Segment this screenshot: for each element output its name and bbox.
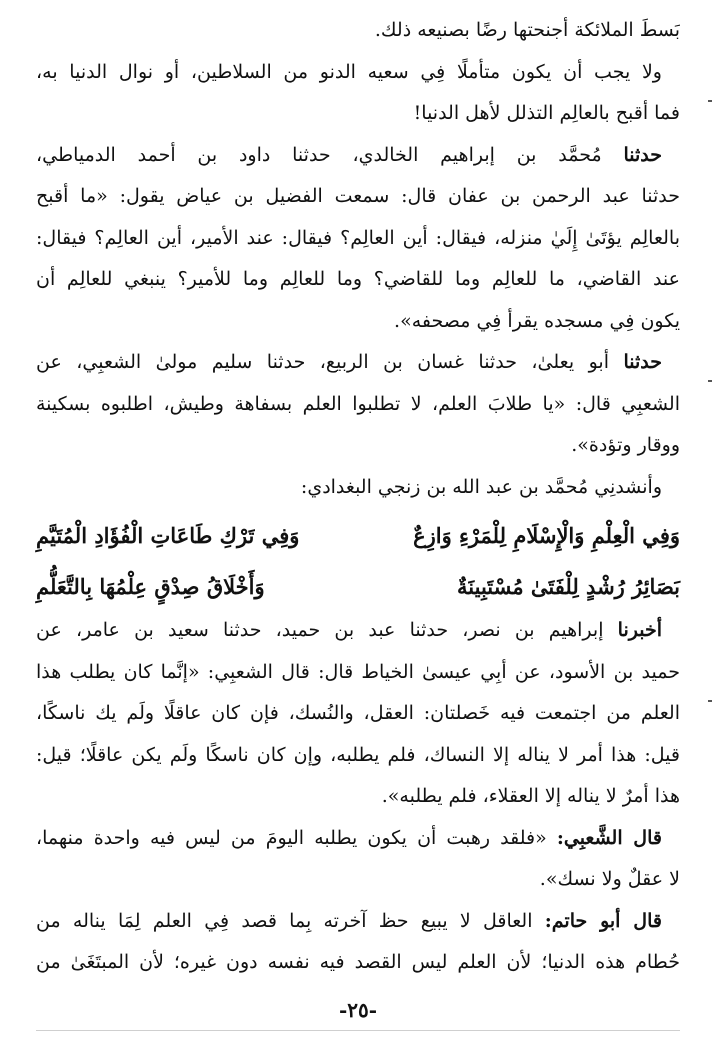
- lead-word: أخبرنا: [617, 619, 662, 641]
- text-line: بَسطَ الملائكة أجنحتها رضًا بصنيعه ذلك.: [374, 19, 680, 41]
- text-line: العلم من اجتمعت فيه خَصلتان: العقل، والنُسك، فإن كان عاقلًا ولَم يك ناسكًا،: [36, 702, 680, 724]
- footer-rule: [36, 1030, 680, 1031]
- text-line: وأنشدنِي مُحمَّد بن عبد الله بن زنجي البغدادي:: [300, 475, 662, 498]
- text-line: أخبرنا إبراهيم بن نصر، حدثنا عبد بن حميد، حدثنا سعيد بن عامر، عن: [36, 619, 662, 641]
- text-line: حدثنا أبو يعلىٰ، حدثنا غسان بن الربيع، حدثنا سليم مولىٰ الشعبِي، عن: [36, 351, 662, 373]
- text-line: حميد بن الأسود، عن أبِي عيسىٰ الخياط قال: قال الشعبِي: «إنَّما كان يطلب هذا: [36, 660, 680, 683]
- lead-word: قال أبو حاتم:: [544, 909, 662, 932]
- text-line: بالعالِم يؤتَىٰ إِلَيٰ منزله، فيقال: أين العالِم؟ فيقال: عند الأمير، أين العالِم؟ فيقال:: [36, 226, 680, 249]
- margin-mark: [708, 100, 712, 102]
- text-line: حدثنا عبد الرحمن بن عفان قال: سمعت الفضيل بن عياض يقول: «ما أقبح: [36, 185, 680, 207]
- poem-verse: [36, 512, 680, 559]
- verse-first-hemistich: بَصَائِرُ رُشْدٍ لِلْفَتَىٰ مُسْتَبِينَةٌ: [457, 574, 680, 599]
- text-line: يكون فِي مسجده يقرأ فِي مصحفه».: [394, 309, 680, 332]
- text-line: قال أبو حاتم: العاقل لا يبيع حظ آخرته بِما قصد فِي العلم لِمَا يناله من: [36, 909, 662, 932]
- text-line: حُطام هذه الدنيا؛ لأن العلم ليس القصد فيه نفسه دون غيره؛ لأن المبتَغَىٰ من: [36, 951, 680, 973]
- lead-word: قال الشَّعبِي:: [556, 826, 662, 849]
- text-line: قيل: هذا أمر لا يناله إلا النساك، فلم يطلبه، وإن كان ناسكًا ولَم يكن عاقلًا؛ قيل:: [36, 743, 680, 766]
- text-line: عند القاضي، ما للعالِم وما للقاضي؟ وما للعالِم وما للأمير؟ ينبغي للعالِم أن: [36, 268, 680, 290]
- text-line: لا عقلٌ ولا نسك».: [539, 868, 680, 890]
- verse-first-hemistich: وَفِي الْعِلْمِ وَالْإِسْلَامِ لِلْمَرْءِ وَازِعٌ: [413, 523, 680, 548]
- verse-second-hemistich: وَأَخْلَاقُ صِدْقٍ عِلْمُهَا بِالتَّعَلُّمِ: [36, 574, 265, 599]
- page-body: [36, 10, 680, 984]
- text-line: فما أقبح بالعالِم التذلل لأهل الدنيا!: [413, 102, 680, 124]
- verse-second-hemistich: وَفِي تَرْكِ طَاعَاتِ الْفُؤَادِ الْمُتَيَّمِ: [36, 523, 300, 548]
- text-line: حدثنا مُحمَّد بن إبراهيم الخالدي، حدثنا داود بن أحمد الدمياطي،: [36, 143, 662, 166]
- margin-mark: [708, 380, 712, 382]
- text-line: قال الشَّعبِي: «فلقد رهبت أن يكون يطلبه اليومَ من ليس فيه واحدة منهما،: [36, 826, 662, 849]
- text-line: ولا يجب أن يكون متأملًا فِي سعيه الدنو من السلاطين، أو نوال الدنيا به،: [36, 60, 662, 83]
- text-line: هذا أمرٌ لا يناله إلا العقلاء، فلم يطلبه».: [381, 785, 680, 807]
- lead-word: حدثنا: [623, 143, 662, 166]
- lead-word: حدثنا: [623, 351, 662, 373]
- poem-verse: [36, 563, 680, 610]
- text-line: ووقار وتؤدة».: [571, 434, 680, 456]
- page-number: -٢٥-: [338, 998, 378, 1022]
- text-line: الشعبِي قال: «يا طلابَ العلم، لا تطلبوا العلم بسفاهة وطيش، اطلبوه بسكينة: [36, 392, 680, 415]
- margin-mark: [708, 700, 712, 702]
